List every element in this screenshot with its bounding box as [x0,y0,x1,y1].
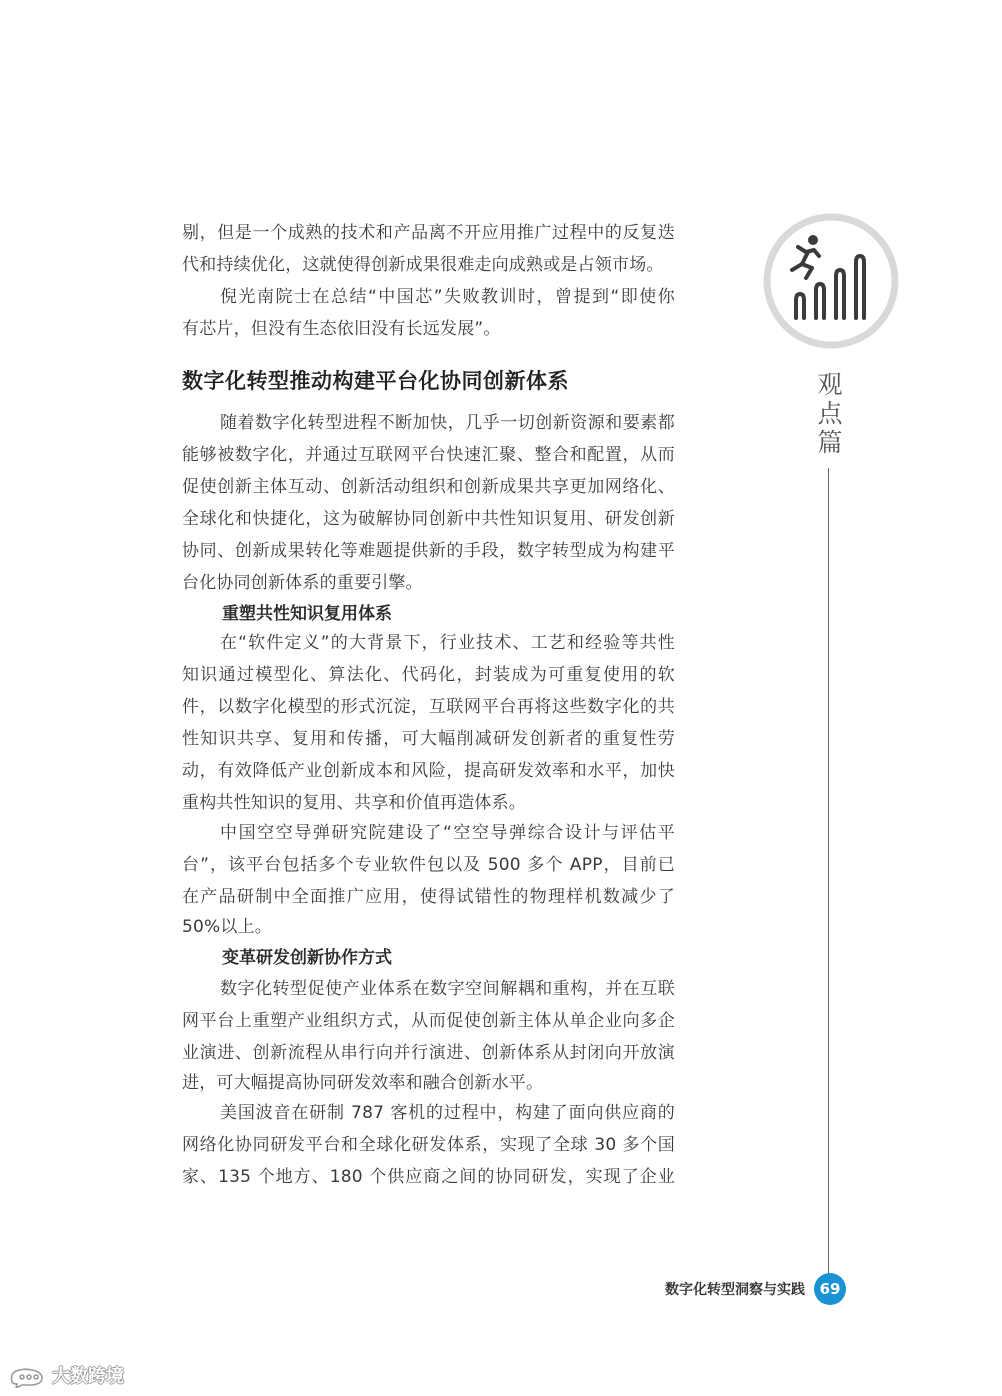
book-title: 数字化转型洞察与实践 [665,1282,805,1298]
intro-line-1: 剔，但是一个成熟的技术和产品离不开应用推广过程中的反复迭 [182,223,675,243]
para2-line-6: 重构共性知识的复用、共享和价值再造体系。 [182,793,526,813]
para2-line-4: 性知识共享、复用和传播，可大幅削减研发创新者的重复性劳 [182,729,675,749]
vertical-divider [828,468,829,1278]
para4-line-2: 网平台上重塑产业组织方式，从而促使创新主体从单企业向多企 [182,1011,675,1031]
para2-line-1: 在“软件定义”的大背景下，行业技术、工艺和经验等共性 [220,633,675,653]
watermark-text: 大数跨境 [52,1366,124,1387]
para1-line-2: 能够被数字化，并通过互联网平台快速汇聚、整合和配置，从而 [182,445,675,465]
para5-line-2: 网络化协同研发平台和全球化研发体系，实现了全球 30 多个国 [182,1135,675,1155]
section-heading: 数字化转型推动构建平台化协同创新体系 [182,369,569,393]
para1-line-6: 台化协同创新体系的重要引擎。 [182,573,423,593]
para2-line-2: 知识通过模型化、算法化、代码化，封装成为可重复使用的软 [182,665,675,685]
para2-line-3: 件，以数字化模型的形式沉淀，互联网平台再将这些数字化的共 [182,697,675,717]
intro-line-3: 倪光南院士在总结“中国芯”失败教训时，曾提到“即使你 [220,287,675,307]
subheading-collaboration: 变革研发创新协作方式 [222,948,392,968]
runner-bars-icon [762,212,900,350]
para5-line-3: 家、135 个地方、180 个供应商之间的协同研发，实现了企业 [182,1167,675,1187]
para1-line-3: 促使创新主体互动、创新活动组织和创新成果共享更加网络化、 [182,477,675,497]
para4-line-4: 进，可大幅提高协同研发效率和融合创新水平。 [182,1073,544,1093]
subheading-knowledge-reuse: 重塑共性知识复用体系 [222,604,392,624]
page-number: 69 [814,1273,846,1305]
para4-line-3: 业演进、创新流程从串行向并行演进、创新体系从封闭向开放演 [182,1043,675,1063]
para3-line-1: 中国空空导弹研究院建设了“空空导弹综合设计与评估平 [220,823,675,843]
para1-line-5: 协同、创新成果转化等难题提供新的手段，数字转型成为构建平 [182,541,675,561]
intro-line-4: 有芯片，但没有生态依旧没有长远发展”。 [182,319,501,339]
para3-line-4: 50%以上。 [182,917,272,937]
para3-line-2: 台”，该平台包括多个专业软件包以及 500 多个 APP，目前已 [182,855,675,875]
intro-line-2: 代和持续优化，这就使得创新成果很难走向成熟或是占领市场。 [182,255,664,275]
speech-bubble-icon [8,1366,48,1388]
section-label: 观点篇 [817,370,843,457]
para4-line-1: 数字化转型促使产业体系在数字空间解耦和重构，并在互联 [220,979,675,999]
watermark [8,1364,138,1390]
para2-line-5: 动，有效降低产业创新成本和风险，提高研发效率和水平，加快 [182,761,675,781]
para3-line-3: 在产品研制中全面推广应用，使得试错性的物理样机数减少了 [182,887,675,907]
para1-line-1: 随着数字化转型进程不断加快，几乎一切创新资源和要素都 [220,413,675,433]
para5-line-1: 美国波音在研制 787 客机的过程中，构建了面向供应商的 [220,1103,675,1123]
para1-line-4: 全球化和快捷化，这为破解协同创新中共性知识复用、研发创新 [182,509,675,529]
